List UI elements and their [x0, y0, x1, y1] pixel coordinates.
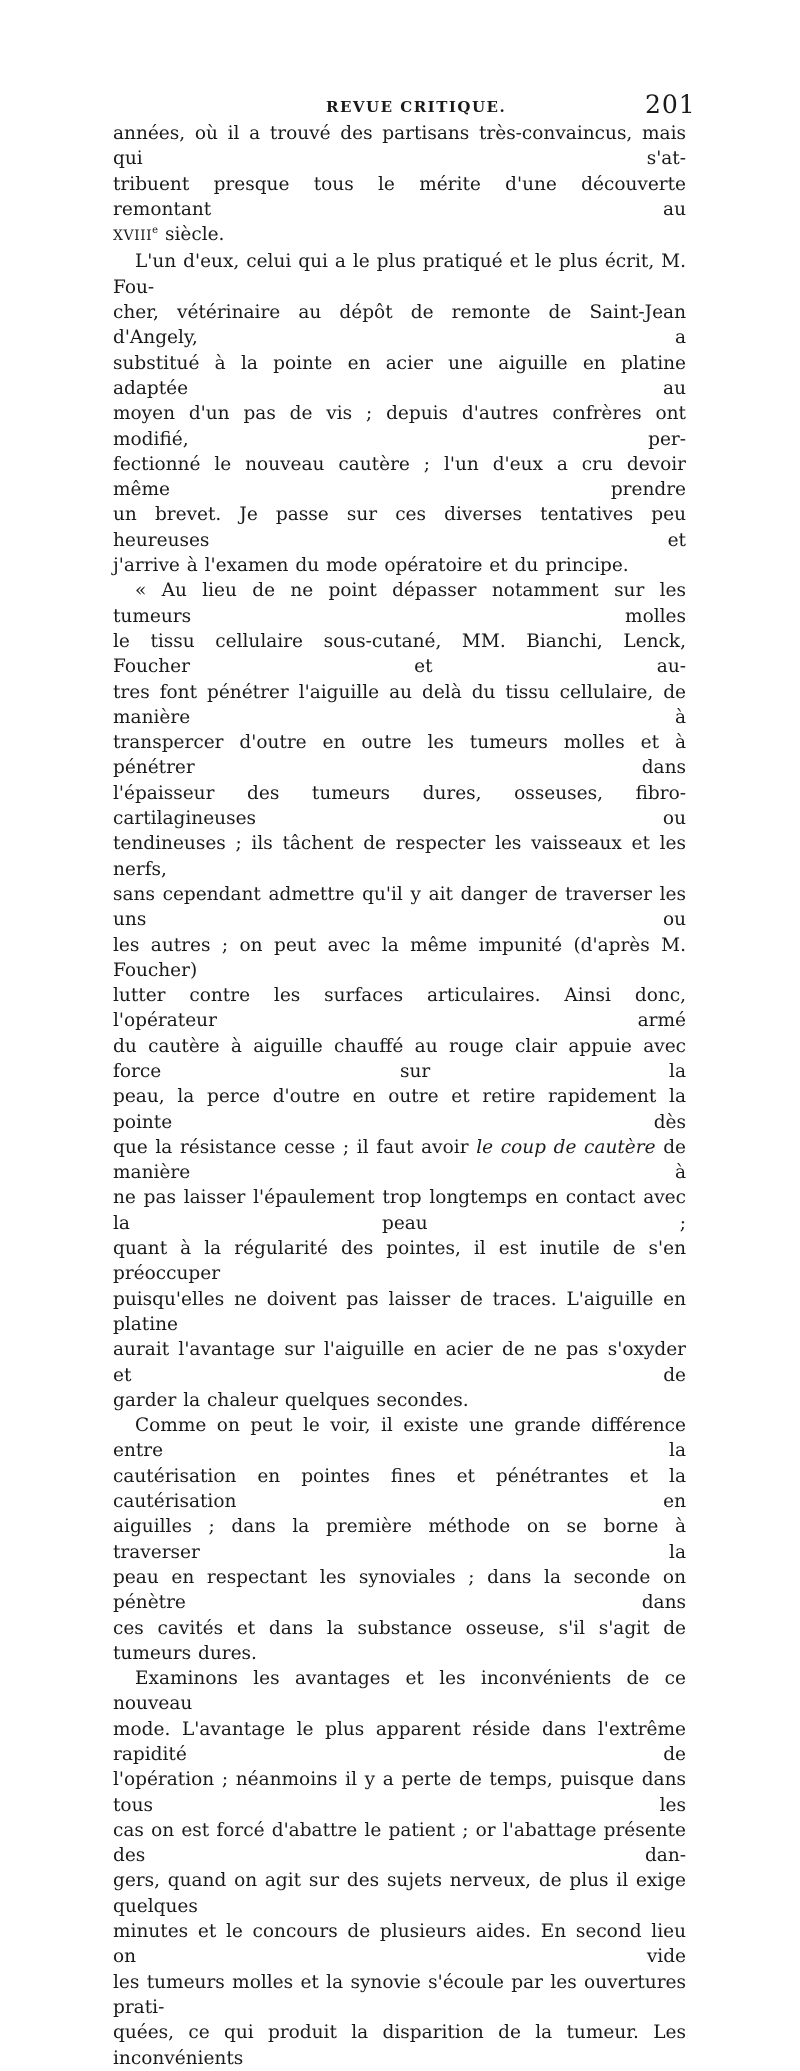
text-line: ces cavités et dans la substance osseuse, s'il s'agit de tumeurs dures. [113, 1617, 686, 1664]
text-line: quant à la régularité des pointes, il est inutile de s'en préoccuper [113, 1238, 686, 1285]
italic-phrase: le coup de cautère [476, 1136, 656, 1158]
text-fragment: siècle. [158, 224, 225, 246]
text-fragment: Comme on peut le voir, il existe une grande différence entre la [113, 1415, 686, 1462]
body-text [113, 121, 686, 2071]
text-line: l'épaisseur des tumeurs dures, osseuses, fibro-cartilagineuses ou [113, 782, 686, 830]
text-line: tendineuses ; ils tâchent de respecter les vaisseaux et les nerfs, [113, 833, 686, 880]
text-line [113, 1666, 686, 1717]
text-line: les autres ; on peut avec la même impunité (d'après M. Foucher) [113, 934, 686, 981]
text-fragment: Examinons les avantages et les inconvénients de ce nouveau [113, 1668, 686, 1715]
text-line: moyen d'un pas de vis ; depuis d'autres confrères ont modifié, per- [113, 403, 686, 450]
text-line: peau, la perce d'outre en outre et retire rapidement la pointe dès [113, 1086, 686, 1133]
text-line: lutter contre les surfaces articulaires. Ainsi donc, l'opérateur armé [113, 985, 686, 1032]
text-line: tribuent presque tous le mérite d'une découverte remontant au [113, 173, 686, 220]
text-fragment: L'un d'eux, celui qui a le plus pratiqué et le plus écrit, M. Fou- [113, 251, 686, 298]
text-line: années, où il a trouvé des partisans très-convaincus, mais qui s'at- [113, 123, 686, 170]
text-line: minutes et le concours de plusieurs aides. En second lieu on vide [113, 1921, 686, 1968]
text-line: cautérisation en pointes fines et pénétrantes et la cautérisation en [113, 1465, 686, 1513]
text-line: sans cependant admettre qu'il y ait danger de traverser les uns ou [113, 883, 686, 931]
text-line [113, 1413, 686, 1464]
text-line: gers, quand on agit sur des sujets nerveux, de plus il exige quelques [113, 1870, 686, 1917]
text-line: puisqu'elles ne doivent pas laisser de traces. L'aiguille en platine [113, 1288, 686, 1335]
page-number: 201 [645, 90, 696, 119]
text-line [113, 1135, 686, 1186]
text-line: un brevet. Je passe sur ces diverses tentatives peu heureuses et [113, 504, 686, 551]
text-line: quées, ce qui produit la disparition de la tumeur. Les inconvénients [113, 2022, 686, 2069]
text-line: aiguilles ; dans la première méthode on se borne à traverser la [113, 1516, 686, 1563]
text-line: cas on est forcé d'abattre le patient ; or l'abattage présente des dan- [113, 1819, 686, 1867]
century-superscript: e [152, 225, 159, 237]
text-fragment: de manière à [113, 1136, 686, 1184]
text-line: le tissu cellulaire sous-cutané, MM. Bianchi, Lenck, Foucher et au- [113, 630, 686, 678]
text-line: transpercer d'outre en outre les tumeurs molles et à pénétrer dans [113, 732, 686, 779]
text-fragment: que la résistance cesse ; il faut avoir [113, 1136, 477, 1158]
text-line: aurait l'avantage sur l'aiguille en acier de ne pas s'oxyder et de [113, 1339, 686, 1386]
text-line: l'opération ; néanmoins il y a perte de temps, puisque dans tous les [113, 1769, 686, 1816]
text-line: mode. L'avantage le plus apparent réside dans l'extrême rapidité de [113, 1718, 686, 1765]
text-line: tres font pénétrer l'aiguille au delà du tissu cellulaire, de manière à [113, 681, 686, 728]
text-line: cher, vétérinaire au dépôt de remonte de Saint-Jean d'Angely, a [113, 302, 686, 349]
text-line: du cautère à aiguille chauffé au rouge clair appuie avec force sur la [113, 1035, 686, 1082]
text-line: ne pas laisser l'épaulement trop longtemps en contact avec la peau ; [113, 1187, 686, 1234]
text-line: les tumeurs molles et la synovie s'écoule par les ouvertures prati- [113, 1971, 686, 2018]
text-line: peau en respectant les synoviales ; dans la seconde on pénètre dans [113, 1566, 686, 1614]
text-fragment: « Au lieu de ne point dépasser notamment sur les tumeurs molles [113, 580, 686, 627]
text-line [113, 249, 686, 300]
text-line [113, 222, 686, 249]
text-line [113, 578, 686, 629]
century-numeral: XVIII [113, 228, 153, 245]
running-title: REVUE CRITIQUE. [326, 98, 507, 116]
text-line: fectionné le nouveau cautère ; l'un d'eux a cru devoir même prendre [113, 453, 686, 501]
text-line: garder la chaleur quelques secondes. [113, 1389, 469, 1411]
text-line: j'arrive à l'examen du mode opératoire et du principe. [113, 555, 629, 577]
text-line: substitué à la pointe en acier une aiguille en platine adaptée au [113, 352, 686, 399]
